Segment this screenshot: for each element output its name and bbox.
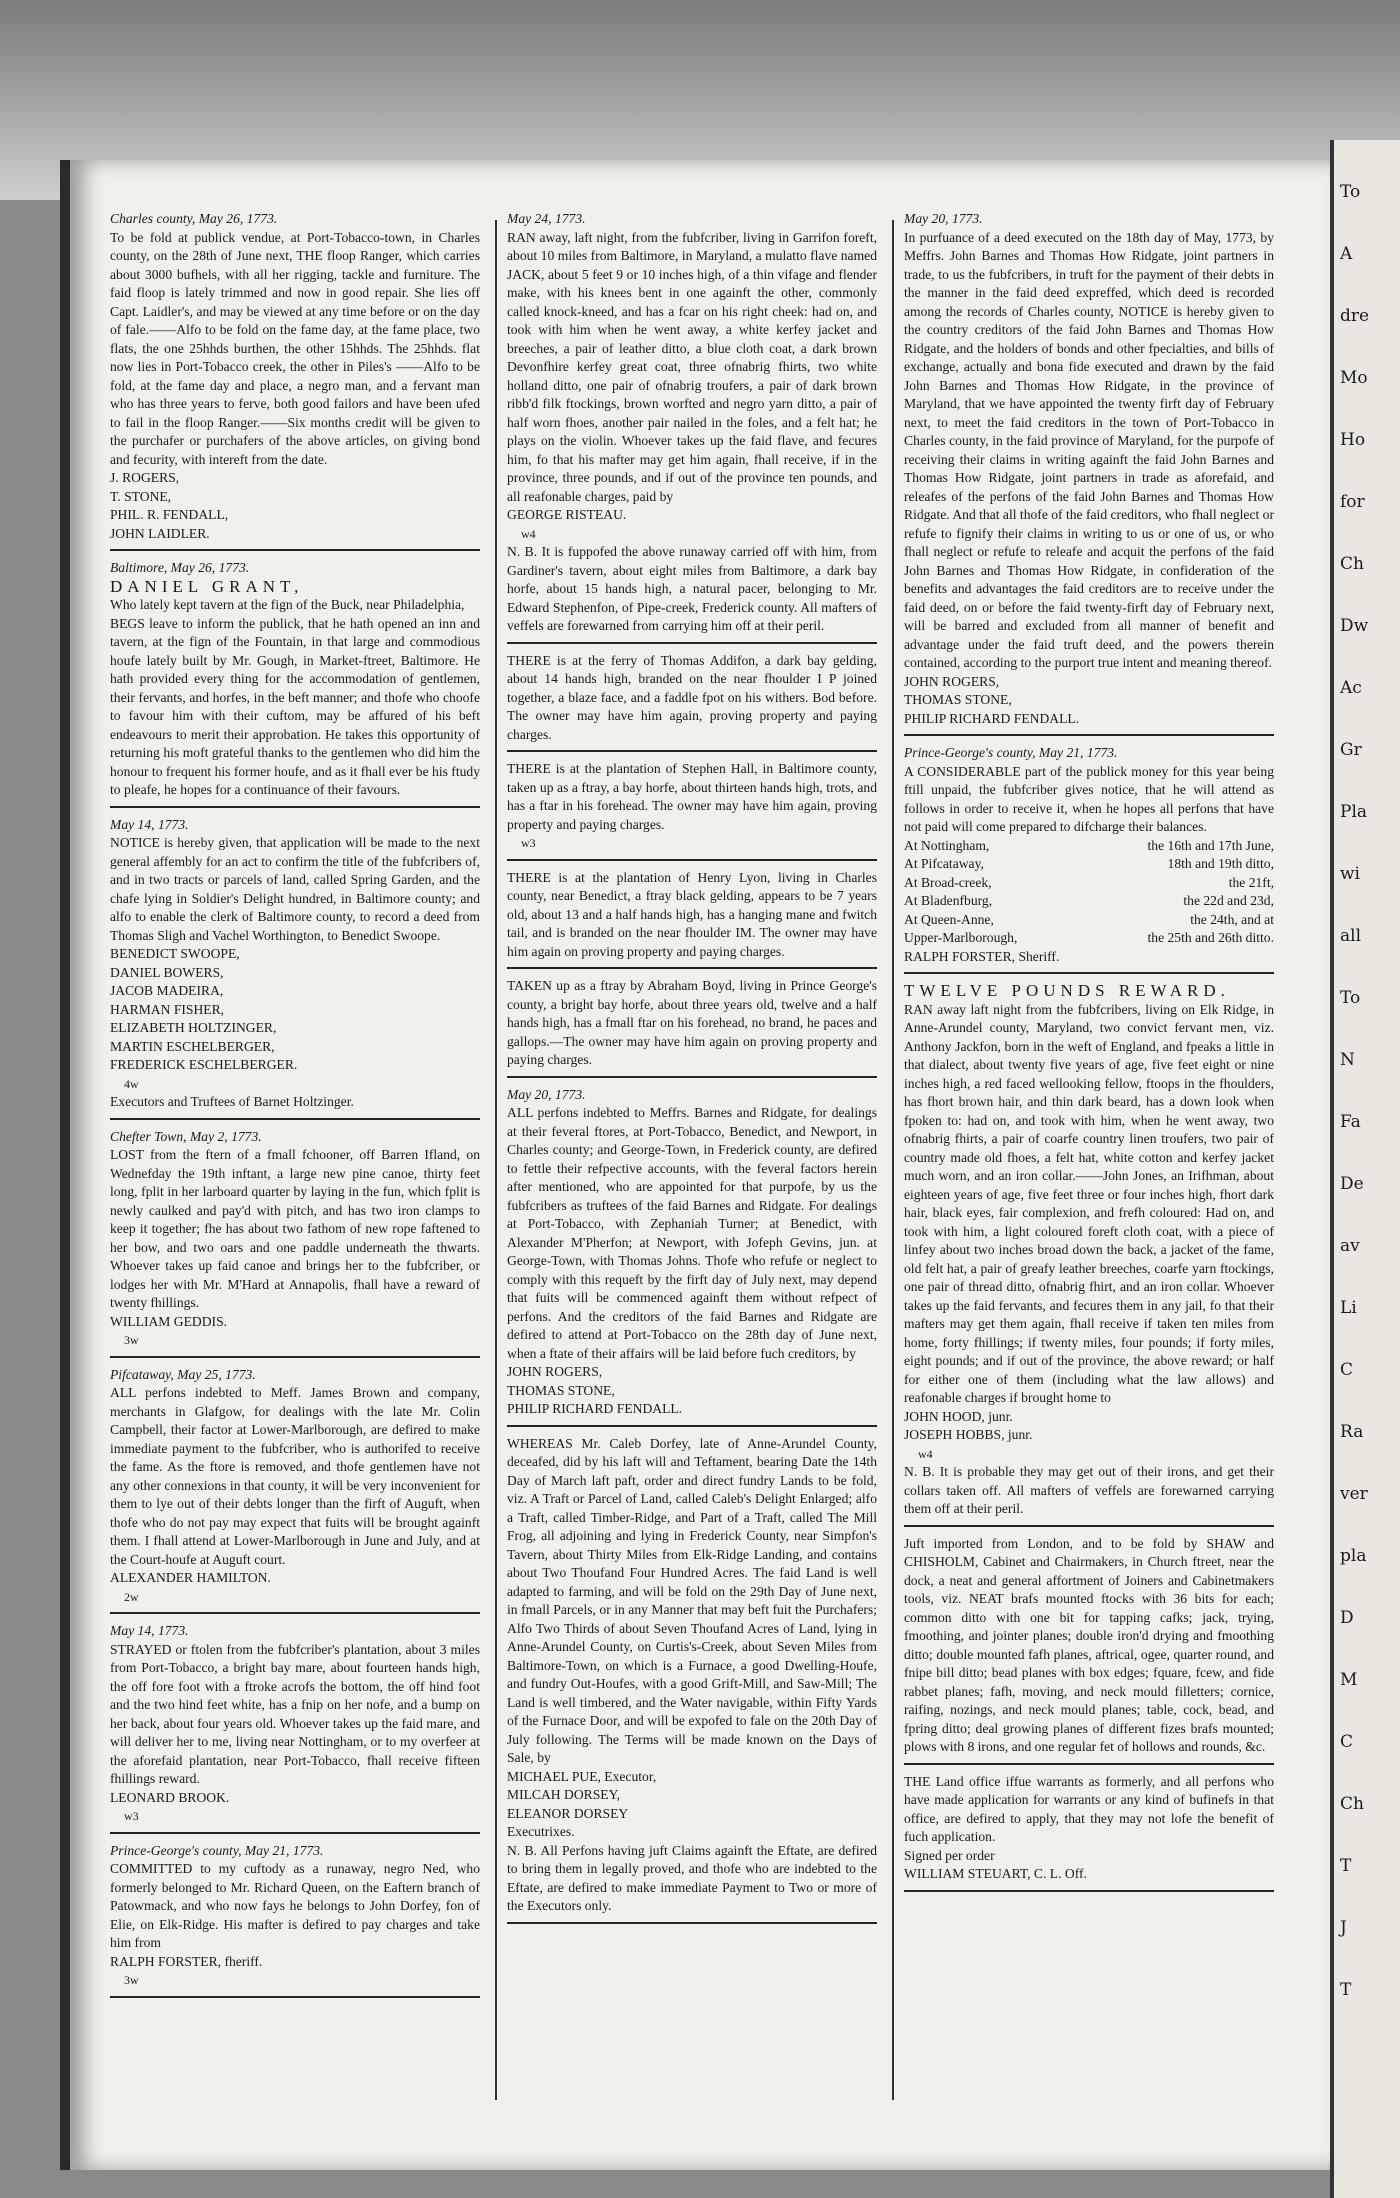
ad-body: A CONSIDERABLE part of the publick money for this year being ftill unpaid, the fubfcriber gives notice, that he will attend as follows in order to receive it, when he hopes all perfons that have not paid will come prepared to difcharge their balances. — [904, 763, 1274, 834]
ad-signer: RALPH FORSTER, fheriff. — [110, 1953, 263, 1969]
ad-signer: JOHN ROGERS, — [507, 1364, 603, 1379]
ad-signer: J. ROGERS, — [110, 470, 180, 485]
adjacent-page-fragment: Ch — [1340, 554, 1364, 574]
ad-body: In purfuance of a deed executed on the 18th day of May, 1773, by Meffrs. John Barnes and Thomas How Ridgate, joint partners in trade, to us the fubfcribers, in truft for the payment of their debts in the manner in the faid deed expreffed, which deed is recorded among the records of Charles county, NOTICE is hereby given to the country creditors of the faid John Barnes and Thomas How Ridgate, and the holders of bonds and other fpecialties, and bills of exchange, actually and bona fide executed and drawn by the faid John Barnes and Thomas How Ridgate, in the province of Maryland, that we have appointed the twenty firft day of February next, to meet the faid creditors in the town of Port-Tobacco in Charles county, in the faid province of Maryland, for the purpofe of receiving their claims in writing againft the faid John Barnes and Thomas How Ridgate, joint partners in trade as aforefaid, and releafes of the perfons of the faid John Barnes and Thomas How Ridgate. And that all thofe of the faid creditors, who fhall neglect or refufe to fignify their claims in writing to us or one of us, or who fhall neglect or refufe to releafe and acquit the perfons of the faid John Barnes and Thomas How Ridgate, in confideration of the benefits and advantages the faid creditors are to receive under the faid deed, on or before the faid twenty-firft day of February next, will be barred and excluded from all manner of benefit and advantage under the faid truft deed, and the powers therein contained, according to the purport true intent and meaning thereof. — [904, 229, 1274, 670]
adjacent-page-fragment: M — [1340, 1670, 1358, 1690]
ad-body: WHEREAS Mr. Caleb Dorfey, late of Anne-Arundel County, deceafed, did by his laft will and Teftament, bearing Date the 14th Day of March laft paft, order and direct fundry Lands to be fold, viz. A Traft or Parcel of Land, called Caleb's Delight Enlarged; alfo a Traft, called Timber-Ridge, and Part of a Traft, called The Mill Frog, all adjoining and lying in Frederick County, near Simpfon's Tavern, about Thirty Miles from Elk-Ridge Landing, and contains about Two Thoufand Four Hundred Acres. The faid Land is well adapted to farming, and will be fold on the 29th Day of June next, in fmall Parcels, or in any Manner that may beft fuit the Purchafers; Alfo Two Thirds of about Seven Thoufand Acres of Land, lying in Anne-Arundel County, on Curtis's-Creek, about Seven Miles from Baltimore-Town, on which is a Furnace, a good Dwelling-Houfe, and fundry Out-Houfes, with a good Grift-Mill, and Saw-Mill; The Land is well timbered, and the Water navigable, within Fifty Yards of the Furnace Door, and will be expofed to fale on the 20th Day of July following. The Terms will be made known on the Days of Sale, by — [507, 1435, 877, 1765]
adjacent-page-fragment: Ra — [1340, 1422, 1364, 1442]
ad-separator-rule — [110, 806, 480, 808]
ad-body: ALL perfons indebted to Meff. James Brown and company, merchants in Glafgow, for dealings with the late Mr. Colin Campbell, their factor at Lower-Marlborough, are defired to make immediate payment to the fubfcriber, who is authorifed to receive the fame. As the ftore is removed, and thofe gentlemen have not any other connexions in that county, it will be very inconvenient for them to lye out of their debts longer than the firft of Auguft, when thofe who do not pay may expect that fuits will be brought againft them. I fhall attend at Lower-Marlborough in June and July, and at the Court-houfe at Auguft court. — [110, 1385, 480, 1567]
schedule-dates: the 25th and 26th ditto. — [1147, 930, 1274, 945]
ad-signer: JOHN HOOD, junr. — [904, 1408, 1013, 1424]
ad-signer: JACOB MADEIRA, — [110, 983, 224, 998]
adjacent-page-fragment: N — [1340, 1050, 1355, 1070]
schedule-place: At Queen-Anne, — [904, 911, 994, 927]
schedule-row — [904, 874, 1274, 893]
adjacent-page-fragment: To — [1340, 988, 1361, 1008]
advertisement-brown — [110, 1366, 480, 1607]
ad-signer: LEONARD BROOK. — [110, 1789, 230, 1805]
advertisement-sloop — [110, 210, 480, 543]
ad-signer: T. STONE, — [110, 488, 172, 504]
ad-signer: MILCAH DORSEY, — [507, 1787, 621, 1802]
schedule-place: At Nottingham, — [904, 837, 990, 853]
ad-signer: WILLIAM STEUART, C. L. Off. — [904, 1866, 1087, 1881]
ad-signer: ALEXANDER HAMILTON. — [110, 1570, 271, 1585]
ad-dateline: Pifcataway, May 25, 1773. — [110, 1366, 256, 1382]
ad-separator-rule — [110, 1118, 480, 1120]
ad-signer: PHIL. R. FENDALL, — [110, 507, 229, 522]
column-rule — [892, 220, 894, 2100]
ad-signer: GEORGE RISTEAU. — [507, 507, 627, 522]
adjacent-page-fragment: Li — [1340, 1298, 1357, 1318]
schedule-dates: the 22d and 23d, — [1183, 893, 1274, 908]
schedule-dates: 18th and 19th ditto, — [1167, 856, 1274, 871]
ad-signer: PHILIP RICHARD FENDALL. — [904, 710, 1080, 726]
ad-body: STRAYED or ftolen from the fubfcriber's plantation, about 3 miles from Port-Tobacco, a bright bay mare, about fourteen hands high, the off fore foot with a ftroke acrofs the bottom, the off hind foot and the two hind feet white, has a fnip on her nofe, and a bump on her back, about four years old. Whoever takes up the faid mare, and will deliver her to me, living near Nottingham, or to my overfeer at the aforefaid plantation, near Port-Tobacco, fhall receive fifteen fhillings reward. — [110, 1641, 480, 1786]
ad-dateline: May 20, 1773. — [507, 1086, 586, 1102]
adjacent-page-fragment: all — [1340, 926, 1362, 946]
ad-separator-rule — [110, 1996, 480, 1998]
ad-separator-rule — [507, 859, 877, 861]
schedule-row — [904, 929, 1274, 948]
ad-signer: ELIZABETH HOLTZINGER, — [110, 1020, 277, 1035]
ad-executrix: Executrixes. — [507, 1824, 575, 1839]
ad-signer: THOMAS STONE, — [904, 692, 1012, 707]
ad-signer: THOMAS STONE, — [507, 1382, 615, 1398]
schedule-dates: the 16th and 17th June, — [1147, 837, 1274, 853]
adjacent-page-fragment: for — [1340, 492, 1365, 512]
adjacent-page-fragment: J — [1340, 1918, 1347, 1938]
ad-separator-rule — [904, 1763, 1274, 1765]
ad-body: NOTICE is hereby given, that application will be made to the next general affembly for an act to confirm the title of the fubfcribers of, and in two tracts or parcels of land, called Spring Garden, and the chafe lying in Soldier's Delight hundred, in Baltimore county; and alfo to enable the clerk of Baltimore county, to record a deed from Thomas Sligh and Vachel Worthington, to Benedict Swoope. — [110, 835, 480, 943]
schedule-row — [904, 855, 1274, 874]
ad-signer: JOSEPH HOBBS, junr. — [904, 1427, 1033, 1442]
advertisement-lyon — [507, 869, 877, 962]
advertisement-addison — [507, 652, 877, 745]
ad-title: TWELVE POUNDS REWARD. — [904, 981, 1230, 1000]
ad-dateline: Baltimore, May 26, 1773. — [110, 560, 250, 575]
ad-body: THE Land office iffue warrants as formerly, and all perfons who have made application for warrants or any kind of bufinefs in that office, are defired to apply, that they may not lofe the benefit of fuch application. — [904, 1773, 1274, 1844]
schedule-place: At Bladenfburg, — [904, 893, 993, 908]
ad-body: TAKEN up as a ftray by Abraham Boyd, living in Prince George's county, a bright bay horfe, about three years old, twelve and a half hands high, has a fmall ftar on his forehead, no brand, he paces and gallops.—The owner may have him again on proving property and paying charges. — [507, 978, 877, 1067]
schedule-row — [904, 837, 1274, 856]
ad-separator-rule — [507, 1922, 877, 1924]
ad-dateline: May 20, 1773. — [904, 211, 983, 226]
adjacent-page-fragment: av — [1340, 1236, 1360, 1256]
newspaper-page — [60, 160, 1330, 2170]
ad-dateline: Prince-George's county, May 21, 1773. — [904, 745, 1118, 760]
ad-nota-bene: N. B. It is probable they may get out of their irons, and get their collars taken off. All mafters of veffels are forewarned carrying them off at their peril. — [904, 1464, 1274, 1516]
ad-dateline: May 24, 1773. — [507, 211, 586, 226]
advertisement-hall — [507, 760, 877, 853]
ad-dateline: May 14, 1773. — [110, 1623, 189, 1638]
schedule-place: At Pifcataway, — [904, 856, 984, 871]
ad-separator-rule — [507, 967, 877, 969]
advertisement-jack — [507, 210, 877, 636]
adjacent-page-fragment: ver — [1340, 1484, 1368, 1504]
ad-body: ALL perfons indebted to Meffrs. Barnes and Ridgate, for dealings at their feveral ftores, at Port-Tobacco, Benedict, and Newport, in Charles county; and George-Town, in Frederick county, are defired to fettle their refpective accounts, with the feveral factors herein after mentioned, who are appointed for that purpofe, by us the fubfcribers as truftees of the faid Barnes and Ridgate. For dealings at Port-Tobacco, with Zephaniah Turner; at Benedict, with Alexander M'Pherfon; at Newport, with Jofeph Gevins, jun. at George-Town, with Thomas Johns. Thofe who refufe or neglect to comply with this requeft by the firft day of July next, may depend that fuits will be commenced againft them without refpect of perfons. And the creditors of the faid Barnes and Ridgate are defired to attend at Port-Tobacco on the 28th day of June next, when a ftate of their affairs will be laid before fuch creditors, by — [507, 1105, 877, 1361]
ad-separator-rule — [904, 1525, 1274, 1527]
ad-dateline: Charles county, May 26, 1773. — [110, 211, 278, 226]
adjacent-page-fragment: Dw — [1340, 616, 1369, 636]
ad-nota-bene: N. B. All Perfons having juft Claims againft the Eftate, are defired to bring them in legally proved, and thofe who are indebted to the Eftate, are defired to make immediate Payment to Two or more of the Executors only. — [507, 1842, 877, 1913]
ad-insertion-code: 2w — [124, 1589, 139, 1604]
adjacent-page-fragment: Ch — [1340, 1794, 1364, 1814]
adjacent-page-fragment: Ac — [1340, 678, 1362, 698]
advertisement-deed — [904, 210, 1274, 728]
ad-signer: BENEDICT SWOOPE, — [110, 946, 240, 961]
advertisement-grant — [110, 559, 480, 800]
ad-signer: MICHAEL PUE, Executor, — [507, 1768, 657, 1784]
column-rule — [495, 220, 497, 2100]
ad-body: LOST from the ftern of a fmall fchooner, off Barren Ifland, on Wednefday the 19th inftant, a large new pine canoe, thirty feet long, fplit in her larboard quarter by laying in the fun, which fplit is newly caulked and pay'd with pitch, and has two iron clamps to keep it together; fhe has about two fathom of new rope faftened to her bow, and two oars and one paddle underneath the thwarts. Whoever takes up faid canoe and brings her to the fubfcriber, or lodges her with Mr. M'Hard at Annapolis, fhall have a reward of twenty fhillings. — [110, 1147, 480, 1310]
advertisement-strayed — [110, 1622, 480, 1826]
adjacent-page-fragment: C — [1340, 1732, 1354, 1752]
adjacent-page-fragment: Ho — [1340, 430, 1366, 450]
schedule-dates: the 24th, and at — [1190, 911, 1274, 927]
advertisement-planes — [904, 1535, 1274, 1757]
advertisement-landoffice — [904, 1773, 1274, 1884]
adjacent-page-fragment: dre — [1340, 306, 1370, 326]
ad-title: DANIEL GRANT, — [110, 576, 304, 596]
ad-separator-rule — [110, 1612, 480, 1614]
schedule-row — [904, 892, 1274, 911]
schedule-row — [904, 911, 1274, 930]
adjacent-page-fragment: Gr — [1340, 740, 1362, 760]
adjacent-page-fragment: T — [1340, 1980, 1352, 2000]
column-1 — [110, 210, 480, 2155]
ad-signer: DANIEL BOWERS, — [110, 964, 224, 980]
adjacent-page-edge — [1330, 140, 1400, 2198]
ad-separator-rule — [110, 549, 480, 551]
ad-separator-rule — [904, 734, 1274, 736]
ad-insertion-code: w4 — [918, 1446, 933, 1461]
advertisement-lost — [110, 1128, 480, 1350]
ad-insertion-code: 3w — [124, 1333, 139, 1347]
schedule-dates: the 21ft, — [1228, 874, 1274, 890]
ad-dateline: May 14, 1773. — [110, 816, 189, 832]
advertisement-dorsey — [507, 1435, 877, 1916]
ad-insertion-code: 4w — [124, 1076, 139, 1091]
ad-separator-rule — [507, 1425, 877, 1427]
ad-insertion-code: w4 — [521, 526, 536, 541]
ad-separator-rule — [110, 1832, 480, 1834]
ad-separator-rule — [904, 1890, 1274, 1892]
ad-insertion-code: w3 — [124, 1809, 139, 1823]
adjacent-page-fragment: T — [1340, 1856, 1352, 1876]
adjacent-page-fragment: wi — [1340, 864, 1360, 884]
adjacent-page-fragment: pla — [1340, 1546, 1367, 1566]
adjacent-page-fragment: A — [1340, 244, 1353, 264]
ad-signer: JOHN LAIDLER. — [110, 525, 210, 541]
ad-body: RAN away laft night from the fubfcribers, living on Elk Ridge, in Anne-Arundel county, Maryland, two convict fervant men, viz. Anthony Jackfon, born in the weft of England, and fpeaks a little in that dialect, about twenty five years of age, five feet eight or nine inches high, a red faced wellooking fellow, ftoops in the fhoulders, has fhort brown hair, and thin dark beard, has a down look when fpoken to: had on, and took with him, when he went away, two ofnabrig fhirts, a pair of coarfe country linen troufers, two pair of country made old fhoes, a felt hat, white cotton and kerfey jacket much worn, and an iron collar.——John Jones, an Irifhman, about eighteen years of age, five feet three or four inches high, fhort dark hair, black eyes, fair complexion, and frefh coloured: Had on, and took with him, a light coloured foreft cloth coat, with a piece of linfey about two inches broad down the back, a jacket of the fame, old felt hat, a pair of greafy leather breeches, coarfe yarn ftockings, one pair of thread ditto, ofnabrig fhirt, and an iron collar. Whoever takes up the faid fervants, and fecures them in any jail, fo that their mafters may get them again, fhall receive if taken ten miles from home, forty fhillings; if twenty miles, four pounds; if forty miles, eight pounds; and if out of the province, the above reward; or half for either one of them (including what the law allows) and reafonable charges if brought home to — [904, 1001, 1274, 1405]
ad-signer: ELEANOR DORSEY — [507, 1805, 629, 1821]
schedule-place: Upper-Marlborough, — [904, 930, 1018, 945]
ad-dateline: Chefter Town, May 2, 1773. — [110, 1128, 262, 1144]
ad-insertion-code: w3 — [521, 836, 536, 850]
adjacent-page-fragment: Fa — [1340, 1112, 1361, 1132]
column-3 — [904, 210, 1274, 2155]
ad-order: Signed per order — [904, 1847, 995, 1863]
ad-separator-rule — [507, 750, 877, 752]
advertisement-reward — [904, 982, 1274, 1519]
schedule-place: At Broad-creek, — [904, 874, 992, 890]
advertisement-barnes — [507, 1086, 877, 1419]
ad-body: Juft imported from London, and to be fold by SHAW and CHISHOLM, Cabinet and Chairmakers, in Church ftreet, near the dock, a neat and general affortment of Joiners and Cabinetmakers tools, viz. NEAT brafs mounted ftocks with 36 bits for each; common ditto with one bit for tapping cafks; jack, trying, fmoothing, and jointer planes; double iron'd drying and fmoothing ditto; double mounted fafh planes, aftrical, ogee, quarter round, and fnipe bill ditto; bead planes with box edges; fquare, fcew, and fide rabbet planes; fafh, moving, and neck mould filletters; cornice, raifing, nozings, and neck mould planes; table, cock, bead, and fpring ditto; deal growing planes of different fizes brafs mounted; plows with 8 irons, and one regular fet of hollows and rounds, &c. — [904, 1535, 1274, 1754]
ad-insertion-code: 3w — [124, 1973, 139, 1987]
ad-signer: MARTIN ESCHELBERGER, — [110, 1038, 275, 1054]
adjacent-page-fragment: D — [1340, 1608, 1354, 1628]
adjacent-page-fragment: Mo — [1340, 368, 1368, 388]
advertisement-forster — [904, 744, 1274, 966]
ad-signer: WILLIAM GEDDIS. — [110, 1313, 228, 1329]
ad-separator-rule — [507, 1076, 877, 1078]
adjacent-page-fragment: C — [1340, 1360, 1354, 1380]
ad-separator-rule — [110, 1356, 480, 1358]
adjacent-page-fragment: To — [1340, 182, 1361, 202]
ad-body: BEGS leave to inform the publick, that he hath opened an inn and tavern, at the fign of the Fountain, in that large and commodious houfe lately built by Mr. Gough, in Market-ftreet, Baltimore. He hath provided every thing for the accommodation of gentlemen, their fervants, and horfes, in the beft manner; and thofe who choofe to favour him with their cuftom, may be affured of his beft endeavours to merit their approbation. He takes this opportunity of returning his moft grateful thanks to the gentlemen who did him the honour to frequent his former houfe, and as it fhall ever be his ftudy to pleafe, he hopes for a continuance of their favours. — [110, 615, 480, 797]
column-2 — [507, 210, 877, 2155]
ad-body: RAN away, laft night, from the fubfcriber, living in Garrifon foreft, about 10 miles from Baltimore, in Maryland, a mulatto flave named JACK, about 5 feet 9 or 10 inches high, of a thin vifage and flender make, with his knees bent in one againft the other, commonly called knock-kneed, and has a fcar on his right cheek: had on, and took with him when he went away, a white kerfey jacket and breeches, a pair of leather ditto, a blue cloth coat, a dark brown Devonfhire kerfey great coat, three ofnabrig fhirts, two white holland ditto, one pair of ofnabrig troufers, a pair of dark brown ribb'd filk ftockings, brown worfted and negro yarn ditto, a pair of half worn fhoes, another pair nailed in the foles, and a felt hat; he plays on the violin. Whoever takes up the faid flave, and fecures him, fo that his mafter may get him again, fhall receive, if in the province, three pounds, and if out of the province ten pounds, and all reafonable charges, paid by — [507, 229, 877, 504]
adjacent-page-fragment: Pla — [1340, 802, 1368, 822]
ad-body: To be fold at publick vendue, at Port-Tobacco-town, in Charles county, on the 28th of June next, THE floop Ranger, which carries about 3000 bufhels, with all her rigging, tackle and furniture. The faid floop is lately trimmed and now in good repair. She lies off Capt. Laidler's, and may be viewed at any time before or on the day of fale.——Alfo to be fold on the fame day, at the fame place, two flats, the one 25hhds burthen, the other 15hhds. The 25hhds. flat now lies in Port-Tobacco creek, the other in Piles's ——Alfo to be fold, at the fame day and place, a negro man, and a fervant man who has three years to ferve, both good failors and have been ufed to fail in the floop Ranger.——Six months credit will be given to the purchafer or purchafers of the above articles, on giving bond and fecurity, with intereft from the date. — [110, 229, 480, 467]
ad-dateline: Prince-George's county, May 21, 1773. — [110, 1842, 324, 1858]
ad-subtitle: Who lately kept tavern at the fign of the Buck, near Philadelphia, — [110, 597, 465, 612]
ad-nota-bene: N. B. It is fuppofed the above runaway carried off with him, from Gardiner's tavern, about eight miles from Baltimore, a dark bay horfe, about 15 hands high, a natural pacer, belonging to Mr. Edward Stephenfon, of Pipe-creek, Frederick county. All mafters of veffels are forewarned from carrying him off at their peril. — [507, 544, 877, 633]
ad-signer: JOHN ROGERS, — [904, 673, 1000, 689]
advertisement-notice_swoope — [110, 816, 480, 1112]
ad-body: THERE is at the plantation of Stephen Hall, in Baltimore county, taken up as a ftray, a bay horfe, about thirteen hands high, trots, and has a ftar in his forehead. The owner may have him again, proving property and paying charges. — [507, 761, 877, 832]
ad-signer: RALPH FORSTER, Sheriff. — [904, 948, 1060, 964]
ad-body: THERE is at the ferry of Thomas Addifon, a dark bay gelding, about 14 hands high, branded on the near fhoulder I P joined together, a blaze face, and a faddle fpot on his withers. Bod before. The owner may have him again, proving property and paying charges. — [507, 652, 877, 742]
ad-body: THERE is at the plantation of Henry Lyon, living in Charles county, near Benedict, a ftray black gelding, appears to be 7 years old, about 13 and a half hands high, has a hanging mane and fwitch tail, and is branded on the near fhoulder IM. The owner may have him again on proving property and paying charges. — [507, 869, 877, 959]
advertisement-committed — [110, 1842, 480, 1990]
adjacent-page-fragment: De — [1340, 1174, 1364, 1194]
ad-body: COMMITTED to my cuftody as a runaway, negro Ned, who formerly belonged to Mr. Richard Queen, on the Eaftern branch of Patowmack, and who now fays he belongs to John Dorfey, fon of Elie, on Elk-Ridge. His mafter is defired to pay charges and take him from — [110, 1861, 480, 1950]
advertisement-boyd — [507, 977, 877, 1070]
ad-separator-rule — [904, 972, 1274, 974]
ad-separator-rule — [507, 642, 877, 644]
ad-signer: FREDERICK ESCHELBERGER. — [110, 1057, 298, 1072]
ad-signer: HARMAN FISHER, — [110, 1001, 225, 1017]
ad-signer: PHILIP RICHARD FENDALL. — [507, 1401, 683, 1416]
ad-footer: Executors and Truftees of Barnet Holtzinger. — [110, 1094, 354, 1109]
